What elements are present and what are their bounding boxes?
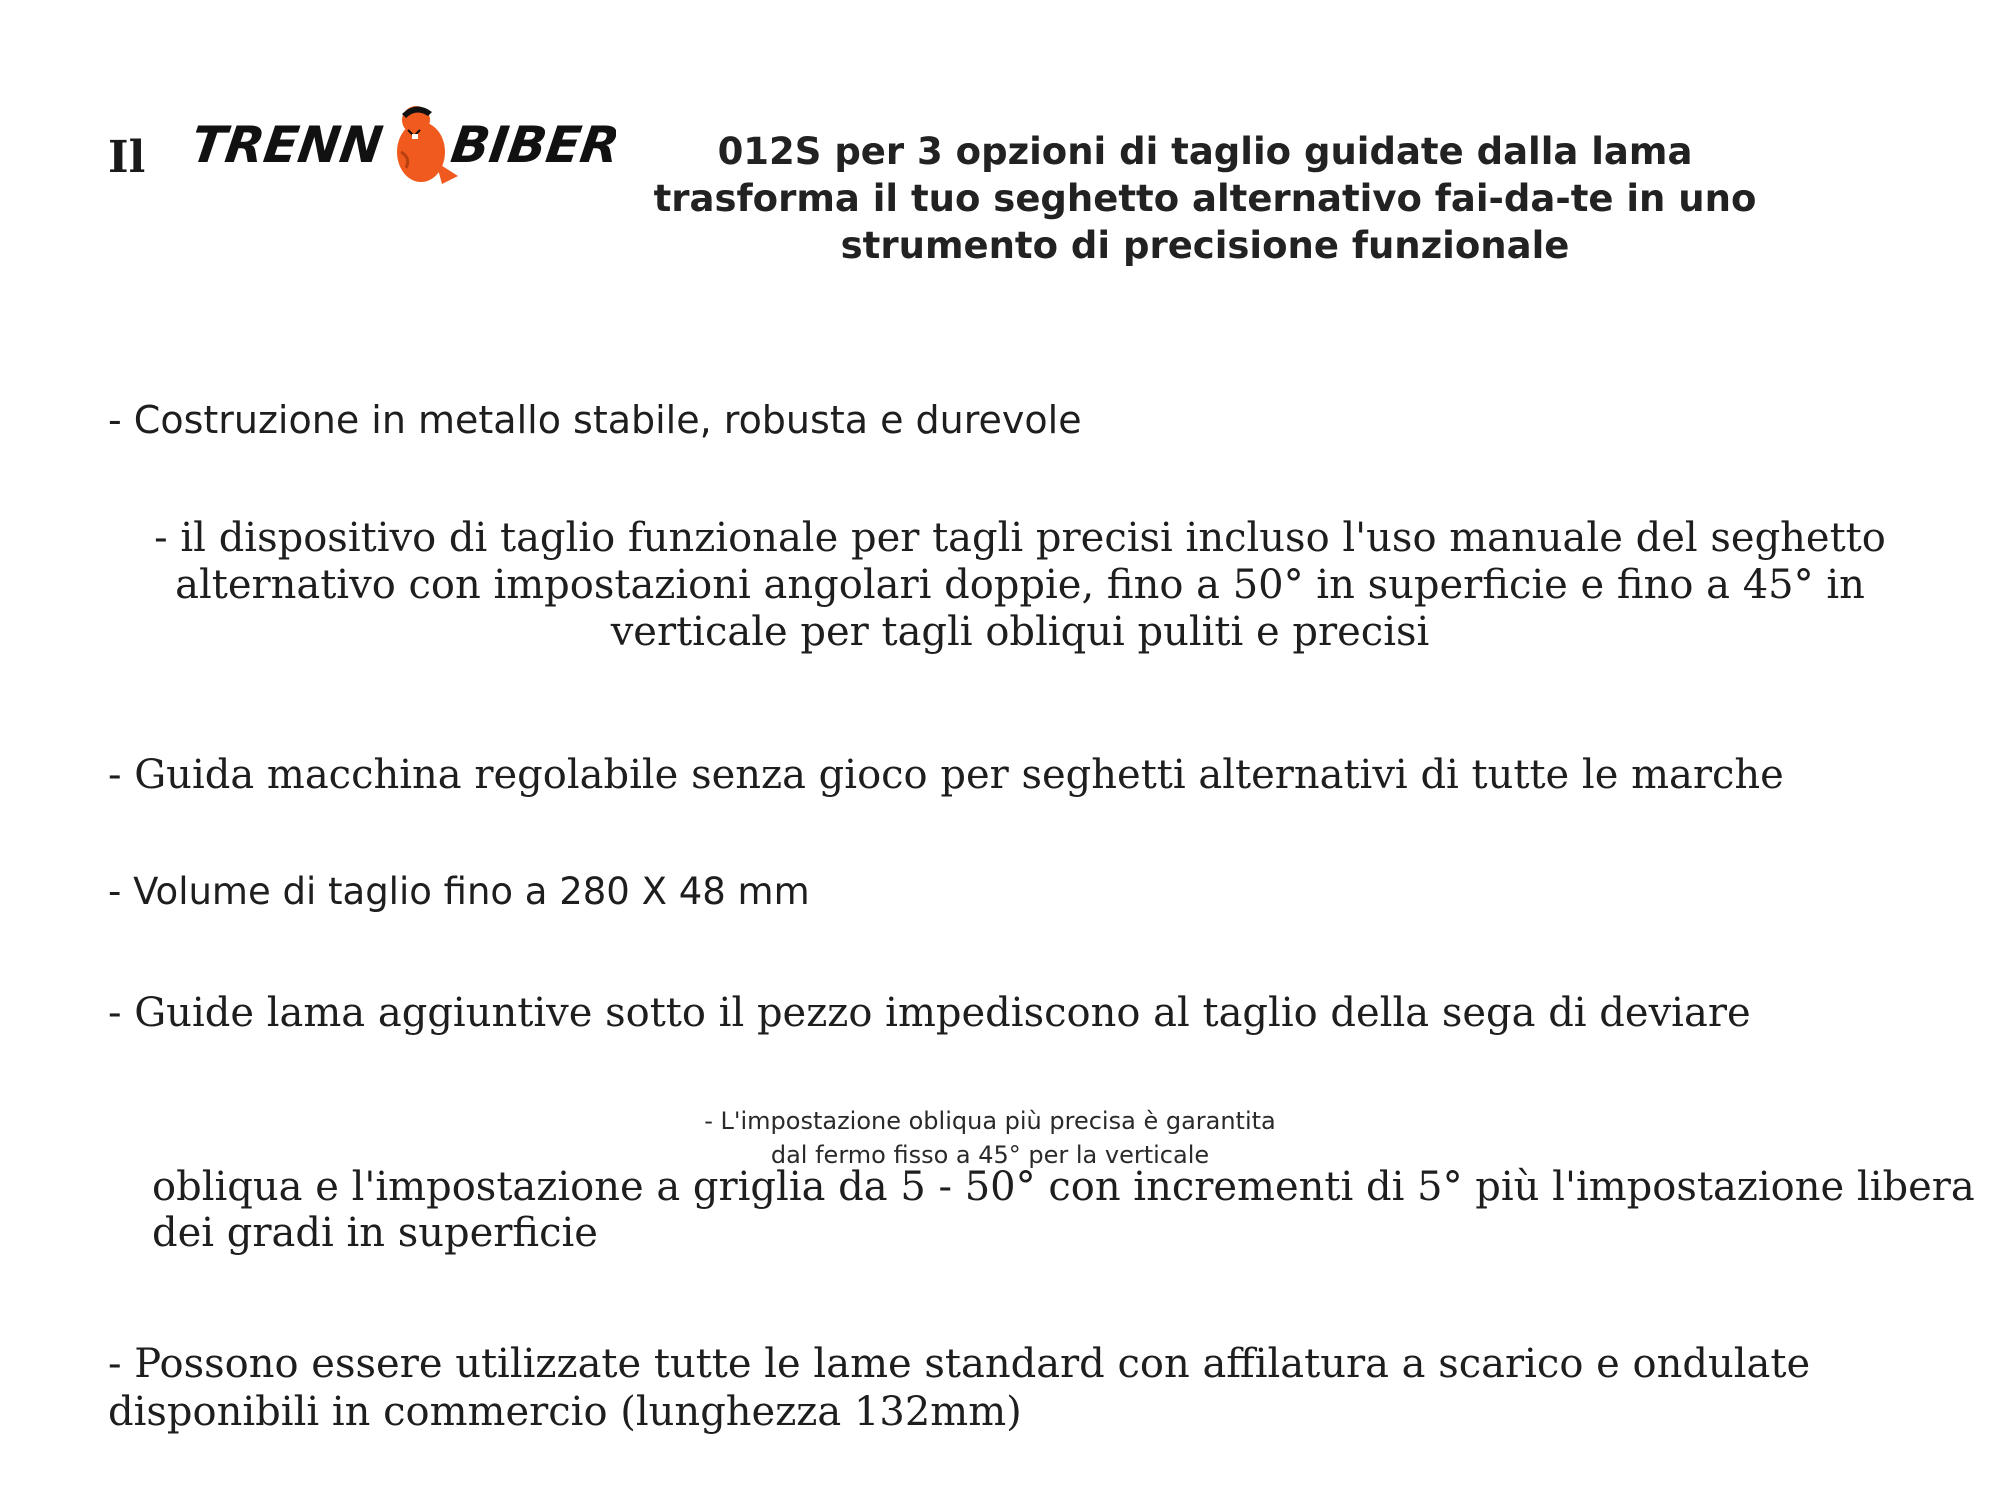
feature-item-blade-guides: - Guide lama aggiuntive sotto il pezzo impediscono al taglio della sega di deviare — [108, 990, 1751, 1036]
feature-item-cutting-volume: - Volume di taglio fino a 280 X 48 mm — [108, 870, 810, 913]
feature-item-bevel-settings: obliqua e l'impostazione a griglia da 5 - 50° con incrementi di 5° più l'impostazione libera dei gradi in superficie — [152, 1164, 1975, 1256]
headline-text: 012S per 3 opzioni di taglio guidate dalla lama trasforma il tuo seghetto alternativo fai-da-te in uno strumento di precisione funzionale — [653, 130, 1757, 267]
headline-prefix: Il — [108, 132, 146, 183]
bevel-note-line1: - L'impostazione obliqua più precisa è garantita — [704, 1107, 1276, 1135]
trennbiber-logo — [196, 100, 616, 190]
logo-text-right: BIBER — [447, 115, 616, 174]
feature-item-cutting-device: - il dispositivo di taglio funzionale per tagli precisi incluso l'uso manuale del seghetto alternativo con impostazioni angolari doppie, fino a 50° in superficie e fino a 45° in verticale per tagli obliqui puliti e precisi — [154, 515, 1886, 655]
feature-item-construction: - Costruzione in metallo stabile, robusta e durevole — [108, 398, 1082, 442]
bevel-note-line2: dal fermo fisso a 45° per la verticale — [770, 1141, 1210, 1169]
feature-item-machine-guide: - Guida macchina regolabile senza gioco per seghetti alternativi di tutte le marche — [108, 752, 1784, 798]
logo-graphic — [196, 100, 616, 190]
feature-item-blade-compatibility: - Possono essere utilizzate tutte le lame standard con affilatura a scarico e ondulate disponibili in commercio (lunghezza 132mm) — [108, 1341, 1811, 1435]
feature-item-bevel-note — [690, 1104, 1290, 1172]
logo-text-left: TRENN — [196, 115, 387, 174]
